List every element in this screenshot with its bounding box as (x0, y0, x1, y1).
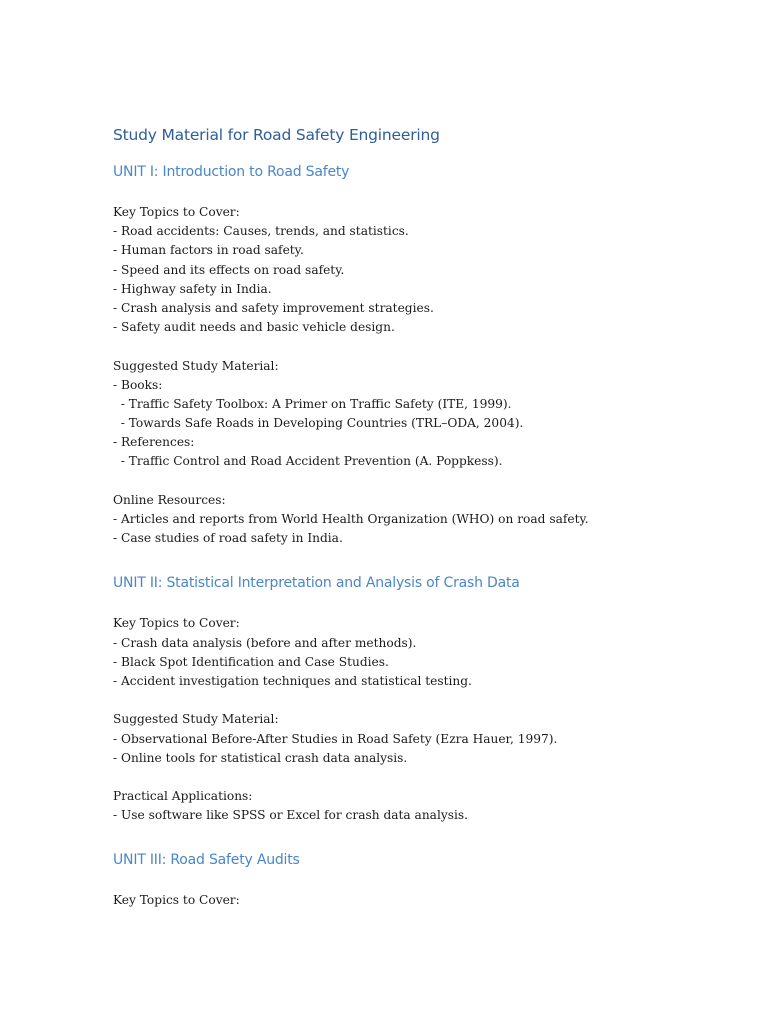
text-line: - Case studies of road safety in India. (113, 531, 343, 546)
unit-3-key-topics (113, 891, 723, 910)
text-line: - Safety audit needs and basic vehicle design. (113, 320, 395, 335)
text-line: - References: (113, 435, 195, 450)
unit-3-heading: UNIT III: Road Safety Audits (113, 852, 300, 869)
unit-1-key-topics (113, 203, 723, 337)
unit-1-heading: UNIT I: Introduction to Road Safety (113, 164, 350, 180)
text-line: - Online tools for statistical crash data analysis. (113, 750, 408, 765)
unit-2-practical-applications (113, 787, 723, 825)
text-line: Practical Applications: (113, 789, 253, 804)
text-line: Key Topics to Cover: (113, 893, 240, 908)
document-title: Study Material for Road Safety Engineering (113, 126, 440, 144)
text-line: Key Topics to Cover: (113, 205, 240, 219)
text-line: - Crash analysis and safety improvement strategies. (113, 300, 434, 315)
text-line: - Human factors in road safety. (113, 243, 304, 258)
unit-1 (113, 162, 723, 548)
text-line: - Use software like SPSS or Excel for crash data analysis. (113, 808, 469, 823)
text-line: Online Resources: (113, 492, 226, 507)
text-line: Suggested Study Material: (113, 712, 279, 727)
text-line: - Black Spot Identification and Case Studies. (113, 654, 389, 669)
unit-1-online-resources (113, 491, 723, 549)
text-line: - Books: (113, 377, 163, 392)
text-line: - Traffic Control and Road Accident Prevention (A. Poppkess). (113, 454, 503, 469)
text-line: Suggested Study Material: (113, 358, 279, 373)
text-line: - Speed and its effects on road safety. (113, 262, 345, 277)
unit-2-key-topics (113, 614, 723, 691)
text-line: Key Topics to Cover: (113, 616, 240, 631)
unit-1-study-material (113, 357, 723, 472)
text-line: - Towards Safe Roads in Developing Countries (TRL–ODA, 2004). (113, 416, 524, 431)
text-line: - Traffic Safety Toolbox: A Primer on Traffic Safety (ITE, 1999). (113, 396, 512, 411)
unit-2 (113, 573, 723, 825)
text-line: - Accident investigation techniques and statistical testing. (113, 673, 472, 688)
text-line: - Crash data analysis (before and after methods). (113, 635, 417, 650)
text-line: - Articles and reports from World Health Organization (WHO) on road safety. (113, 512, 589, 526)
unit-2-study-material (113, 710, 723, 768)
text-line: - Road accidents: Causes, trends, and statistics. (113, 224, 409, 239)
text-line: - Highway safety in India. (113, 281, 272, 296)
unit-2-heading: UNIT II: Statistical Interpretation and Analysis of Crash Data (113, 575, 520, 592)
document-page (113, 124, 723, 911)
text-line: - Observational Before-After Studies in Road Safety (Ezra Hauer, 1997). (113, 731, 558, 746)
unit-3 (113, 850, 723, 910)
